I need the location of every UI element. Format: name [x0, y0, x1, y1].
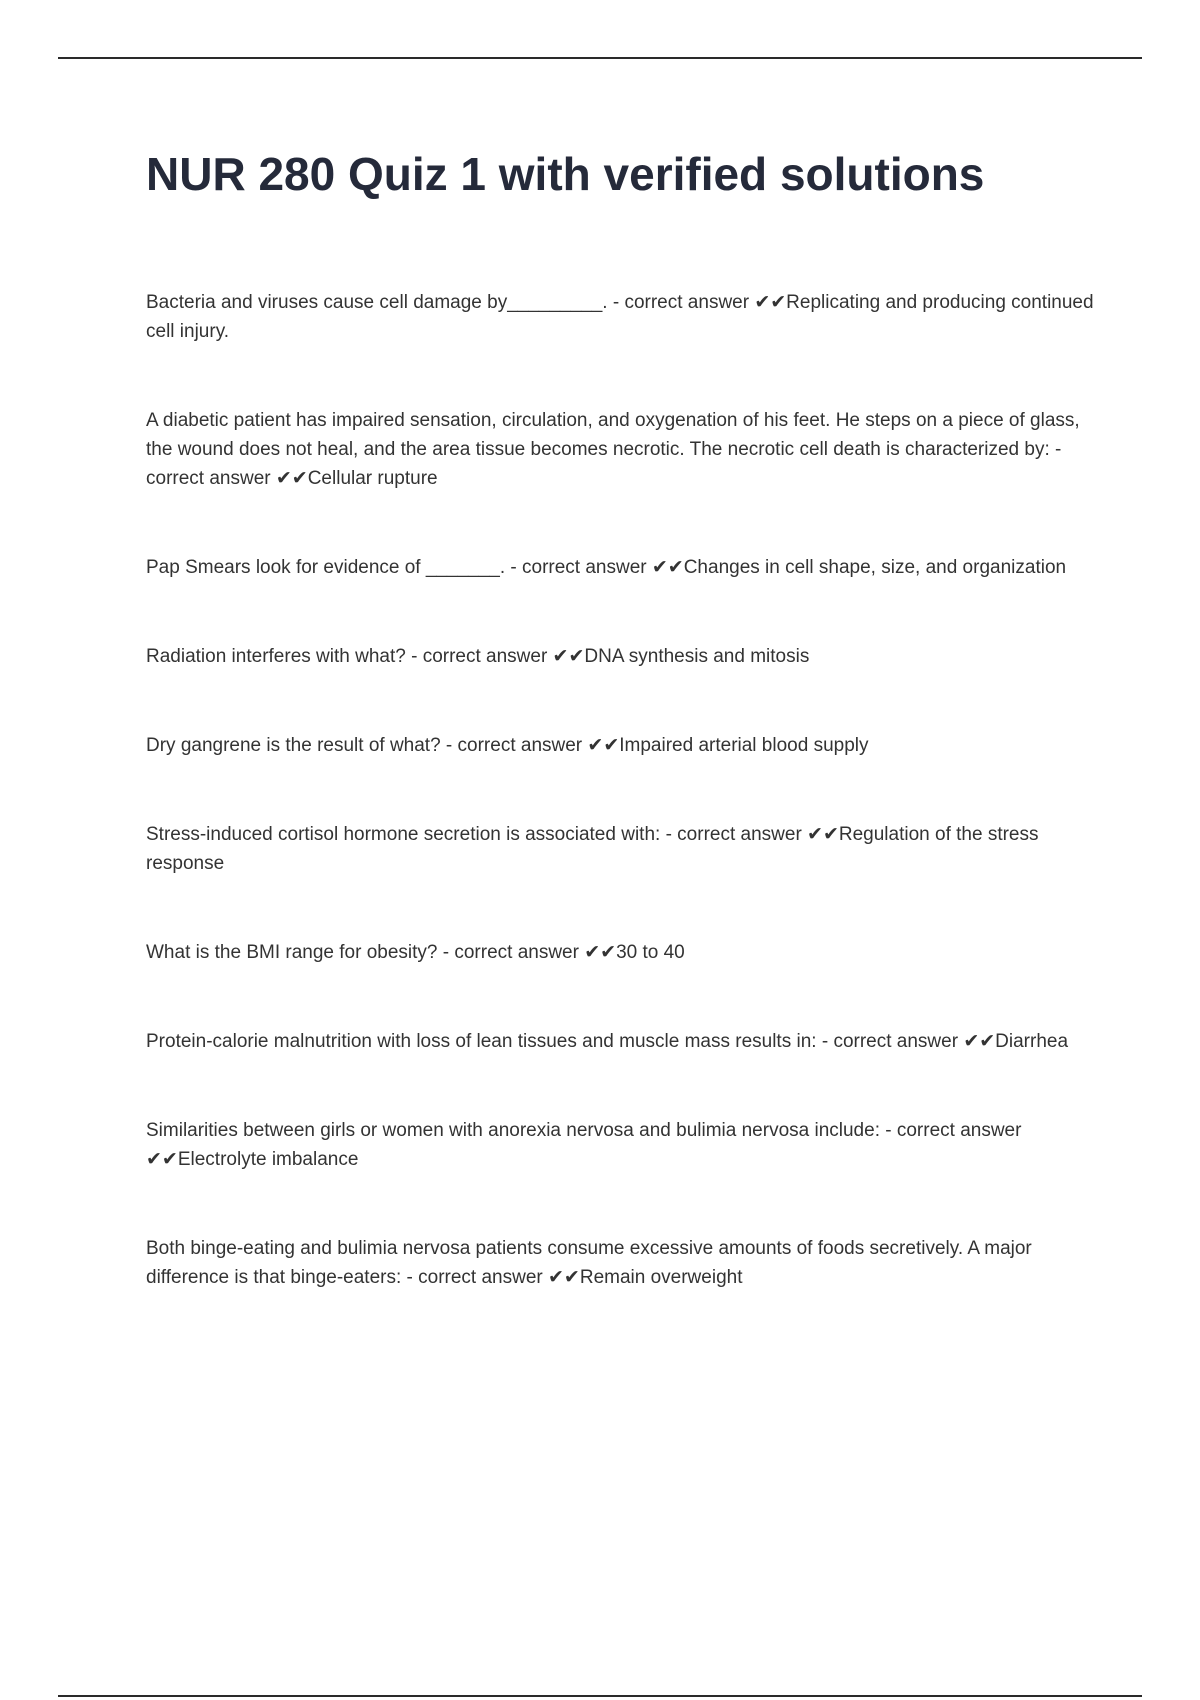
- question-answer-list: [146, 288, 1096, 1352]
- qa-item-5: Dry gangrene is the result of what? - correct answer ✔✔Impaired arterial blood supply: [146, 735, 869, 756]
- qa-item-8: Protein-calorie malnutrition with loss of lean tissues and muscle mass results in: - correct answer ✔✔Diarrhea: [146, 1031, 1069, 1052]
- qa-item-7: What is the BMI range for obesity? - correct answer ✔✔30 to 40: [146, 942, 685, 963]
- qa-item-9: Similarities between girls or women with anorexia nervosa and bulimia nervosa include: - correct answer ✔✔Electrolyte imbalance: [146, 1120, 1022, 1170]
- qa-item-6: Stress-induced cortisol hormone secretion is associated with: - correct answer ✔✔Regulation of the stress response: [146, 824, 1039, 874]
- qa-item-2: A diabetic patient has impaired sensation, circulation, and oxygenation of his feet. He steps on a piece of glass, the wound does not heal, and the area tissue becomes necrotic. The necrotic cell death is characterized by: - correct answer ✔✔Cellular rupture: [146, 410, 1080, 489]
- qa-item-1: Bacteria and viruses cause cell damage by_________. - correct answer ✔✔Replicating and producing continued cell injury.: [146, 292, 1094, 342]
- qa-item-10: Both binge-eating and bulimia nervosa patients consume excessive amounts of foods secretively. A major difference is that binge-eaters: - correct answer ✔✔Remain overweight: [146, 1238, 1032, 1288]
- top-rule: [58, 57, 1142, 59]
- qa-item-4: Radiation interferes with what? - correct answer ✔✔DNA synthesis and mitosis: [146, 646, 810, 667]
- qa-item-3: Pap Smears look for evidence of _______. - correct answer ✔✔Changes in cell shape, size, and organization: [146, 557, 1067, 578]
- bottom-rule: [58, 1695, 1142, 1697]
- page-title: NUR 280 Quiz 1 with verified solutions: [146, 148, 985, 200]
